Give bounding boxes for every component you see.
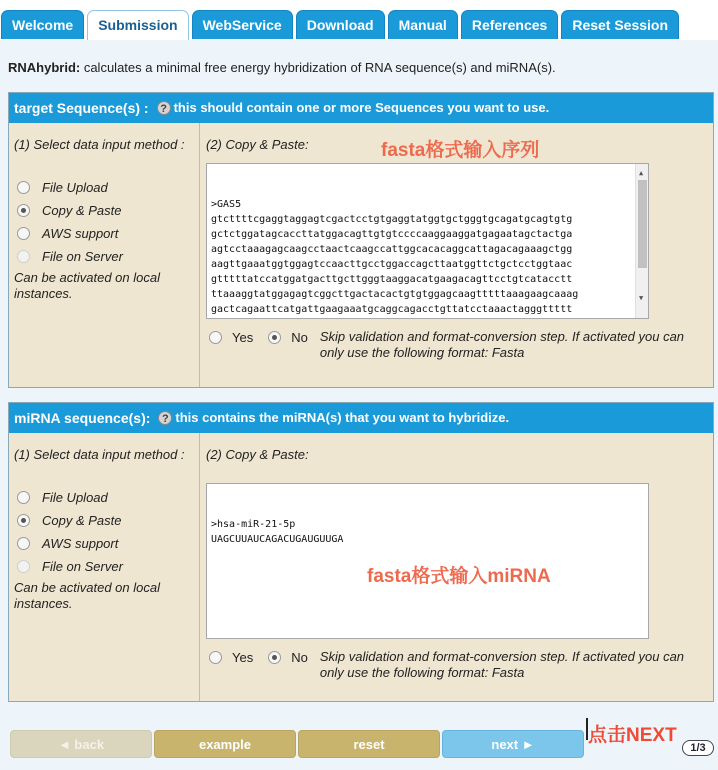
mirna-option-aws[interactable] <box>14 532 199 555</box>
intro-text <box>8 60 556 75</box>
target-skip-no[interactable] <box>265 329 308 345</box>
target-description: this should contain one or more Sequences you want to use. <box>173 100 550 115</box>
tab-manual[interactable]: Manual <box>388 10 458 39</box>
target-skip-yes[interactable] <box>206 329 253 345</box>
mirna-skip-row <box>206 649 700 681</box>
mirna-local-note: Can be activated on local instances. <box>14 580 160 611</box>
radio-button[interactable] <box>17 181 30 194</box>
radio-button-disabled <box>17 560 30 573</box>
option-label: Copy & Paste <box>42 203 122 218</box>
target-option-copy-paste[interactable] <box>14 199 199 222</box>
mirna-paste-column <box>201 433 713 701</box>
radio-button-checked[interactable] <box>268 651 281 664</box>
tool-description: calculates a minimal free energy hybridization of RNA sequence(s) and miRNA(s). <box>80 60 556 75</box>
tab-reset-session[interactable]: Reset Session <box>561 10 679 39</box>
mirna-skip-yes[interactable] <box>206 649 253 665</box>
tab-download[interactable]: Download <box>296 10 385 39</box>
example-button[interactable]: example <box>154 730 296 758</box>
no-label: No <box>291 649 308 665</box>
target-header <box>9 93 713 123</box>
radio-button[interactable] <box>17 491 30 504</box>
option-label: AWS support <box>42 226 119 241</box>
help-icon[interactable]: ? <box>158 411 172 425</box>
mirna-section <box>8 402 714 702</box>
mirna-paste-label: (2) Copy & Paste: <box>206 447 309 462</box>
mirna-annotation: fasta格式输入miRNA <box>367 566 551 587</box>
reset-button[interactable]: reset <box>298 730 440 758</box>
tool-name: RNAhybrid: <box>8 60 81 75</box>
target-paste-label: (2) Copy & Paste: <box>206 137 309 152</box>
page-indicator-badge: 1/3 <box>682 740 714 756</box>
target-option-file-server <box>14 245 199 268</box>
radio-button[interactable] <box>209 331 222 344</box>
option-label: File on Server <box>42 249 123 264</box>
target-method-column <box>9 123 200 387</box>
mirna-skip-text: Skip validation and format-conversion step. If activated you can only use the following format: Fasta <box>319 649 685 680</box>
mirna-option-file-server <box>14 555 199 578</box>
tab-welcome[interactable]: Welcome <box>1 10 84 39</box>
next-button[interactable]: next ► <box>442 730 584 758</box>
mirna-sequence-text: >hsa-miR-21-5p UAGCUUAUCAGACUGAUGUUGA <box>211 519 344 545</box>
target-annotation: fasta格式输入序列 <box>381 140 540 161</box>
target-title: target Sequence(s) : <box>14 100 149 116</box>
mirna-title: miRNA sequence(s): <box>14 410 151 426</box>
target-method-label: (1) Select data input method : <box>14 137 185 152</box>
radio-button[interactable] <box>209 651 222 664</box>
radio-button-disabled <box>17 250 30 263</box>
tab-bar <box>0 10 718 40</box>
yes-label: Yes <box>232 649 254 665</box>
target-paste-column <box>201 123 713 387</box>
scroll-thumb[interactable] <box>638 180 647 268</box>
target-body <box>9 123 713 387</box>
radio-button[interactable] <box>17 227 30 240</box>
option-label: File Upload <box>42 490 108 505</box>
scroll-up-icon[interactable]: ▲ <box>639 169 644 177</box>
mirna-body <box>9 433 713 701</box>
mirna-description: this contains the miRNA(s) that you want to hybridize. <box>175 410 510 425</box>
option-label: File on Server <box>42 559 123 574</box>
target-option-file-upload[interactable] <box>14 176 199 199</box>
mirna-option-file-upload[interactable] <box>14 486 199 509</box>
mirna-header <box>9 403 713 433</box>
radio-button-checked[interactable] <box>268 331 281 344</box>
no-label: No <box>291 329 308 345</box>
mirna-skip-no[interactable] <box>265 649 308 665</box>
tab-submission[interactable]: Submission <box>87 10 188 40</box>
target-option-aws[interactable] <box>14 222 199 245</box>
radio-button-checked[interactable] <box>17 204 30 217</box>
target-local-note: Can be activated on local instances. <box>14 270 160 301</box>
target-skip-text: Skip validation and format-conversion step. If activated you can only use the following format: Fasta <box>319 329 685 360</box>
target-sequence-text: >GAS5 gtcttttcgaggtaggagtcgactcctgtgaggtatggtgctgggtgcagatgcagtgtg gctctggatagcaccttatggacagttgtgtccccaaggaaggatgagaatagctactga agtcctaaagagcaagcctaactcaagccattggcacacaggcattagacagaaagctgg aagttgaaatggtggagtccaacttgcctggaccagcttaatggttctgctcctggtaac gtttttatccatggatgacttgcttgggtaaggacatgaagacagttcctgtcatacctt ttaaaggtatggagagtcggcttgactacactgtgtggagcaagtttttaaagaagcaaag gactcagaattcatgattgaagaaatgcaggcagacctgttatcctaaactagggttttt <box>211 199 579 315</box>
option-label: File Upload <box>42 180 108 195</box>
target-skip-row <box>206 329 700 361</box>
mirna-option-copy-paste[interactable] <box>14 509 199 532</box>
target-section <box>8 92 714 388</box>
tab-references[interactable]: References <box>461 10 559 39</box>
tab-webservice[interactable]: WebService <box>192 10 293 39</box>
option-label: Copy & Paste <box>42 513 122 528</box>
mirna-method-column <box>9 433 200 701</box>
option-label: AWS support <box>42 536 119 551</box>
help-icon[interactable]: ? <box>157 101 171 115</box>
scroll-down-icon[interactable]: ▼ <box>639 294 644 302</box>
radio-button[interactable] <box>17 537 30 550</box>
yes-label: Yes <box>232 329 254 345</box>
mirna-method-label: (1) Select data input method : <box>14 447 185 462</box>
radio-button-checked[interactable] <box>17 514 30 527</box>
scrollbar[interactable] <box>635 164 648 318</box>
target-sequence-textarea[interactable] <box>206 163 649 319</box>
back-button[interactable]: ◄ back <box>10 730 152 758</box>
click-next-annotation: 点击NEXT <box>588 725 677 746</box>
